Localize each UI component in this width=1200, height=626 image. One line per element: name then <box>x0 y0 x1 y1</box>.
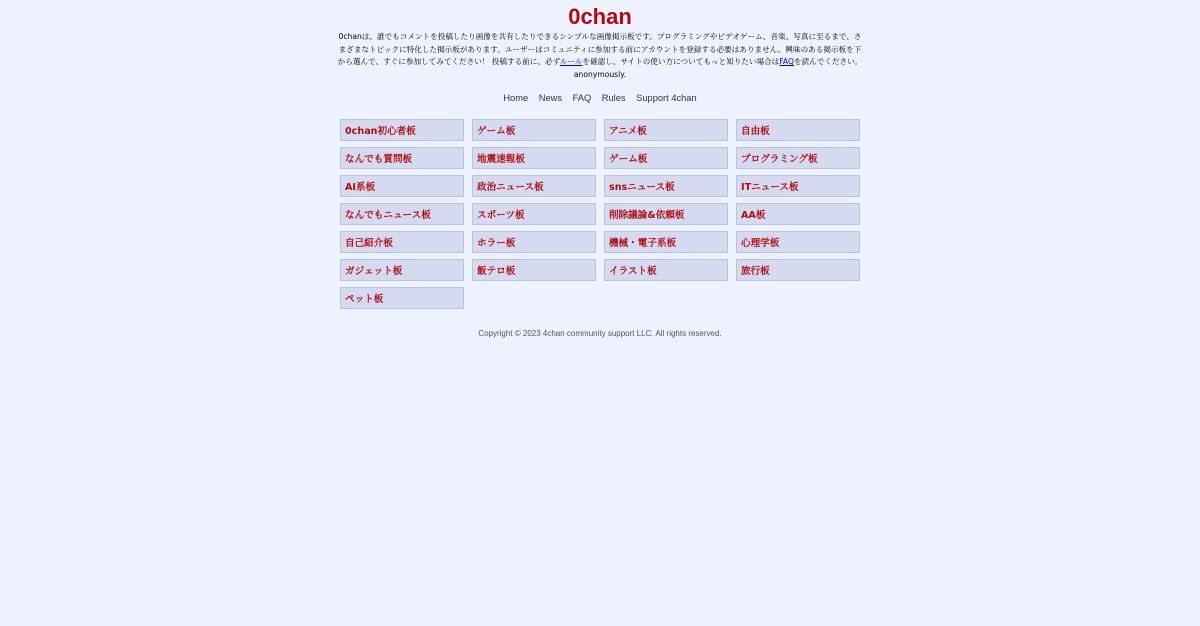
nav-support-link[interactable]: Support 4chan <box>636 93 697 104</box>
board-link[interactable]: ペット板 <box>340 287 464 309</box>
footer-copyright: Copyright © 2023 4chan community support LLC. All rights reserved. <box>478 329 722 339</box>
nav-news-link[interactable]: News <box>538 93 562 104</box>
board-link[interactable]: snsニュース板 <box>604 175 728 197</box>
board-link[interactable]: なんでもニュース板 <box>340 203 464 225</box>
board-link[interactable]: 自己紹介板 <box>340 231 464 253</box>
site-intro <box>335 31 865 81</box>
page-header <box>335 6 865 103</box>
board-link[interactable]: ITニュース板 <box>736 175 860 197</box>
board-list <box>340 119 860 309</box>
top-nav <box>335 93 865 103</box>
intro-text-3: を読んでください。 anonymously. <box>573 57 863 79</box>
nav-home-link[interactable]: Home <box>503 93 529 104</box>
board-link[interactable]: 自由板 <box>736 119 860 141</box>
board-link[interactable]: 機械・電子系板 <box>604 231 728 253</box>
board-link[interactable]: 旅行板 <box>736 259 860 281</box>
board-link[interactable]: ガジェット板 <box>340 259 464 281</box>
board-link[interactable]: 削除議論&依頼板 <box>604 203 728 225</box>
board-link[interactable]: 地震速報板 <box>472 147 596 169</box>
board-link[interactable]: イラスト板 <box>604 259 728 281</box>
site-title: 0chan <box>568 4 632 29</box>
board-link[interactable]: アニメ板 <box>604 119 728 141</box>
intro-text: 0chanは、誰でもコメントを投稿したり画像を共有したりできるシンプルな画像掲示板です。プログラミングやビデオゲーム、音楽、写真に至るまで、さまざまなトピックに特化した掲示板があります。ユーザーはコミュニティに参加する前にアカウントを登録する必要はありません。興味のある掲示板を下から選んで、すぐに参加してみてください！ 投稿する前に、必ず <box>337 32 862 67</box>
board-link[interactable]: AI系板 <box>340 175 464 197</box>
board-link[interactable]: ホラー板 <box>472 231 596 253</box>
board-link[interactable]: AA板 <box>736 203 860 225</box>
board-link[interactable]: スポーツ板 <box>472 203 596 225</box>
board-link[interactable]: プログラミング板 <box>736 147 860 169</box>
nav-rules-link[interactable]: Rules <box>601 93 626 104</box>
faq-link[interactable]: FAQ <box>779 57 794 67</box>
board-link[interactable]: 0chan初心者板 <box>340 119 464 141</box>
intro-text-2: を確認し、サイトの使い方についてもっと知りたい場合は <box>582 57 780 67</box>
board-link[interactable]: ゲーム板 <box>472 119 596 141</box>
nav-faq-link[interactable]: FAQ <box>572 93 592 104</box>
board-link[interactable]: 飯テロ板 <box>472 259 596 281</box>
board-link[interactable]: ゲーム板 <box>604 147 728 169</box>
rules-link[interactable]: ルール <box>559 57 583 67</box>
board-link[interactable]: なんでも質問板 <box>340 147 464 169</box>
board-link[interactable]: 政治ニュース板 <box>472 175 596 197</box>
board-link[interactable]: 心理学板 <box>736 231 860 253</box>
